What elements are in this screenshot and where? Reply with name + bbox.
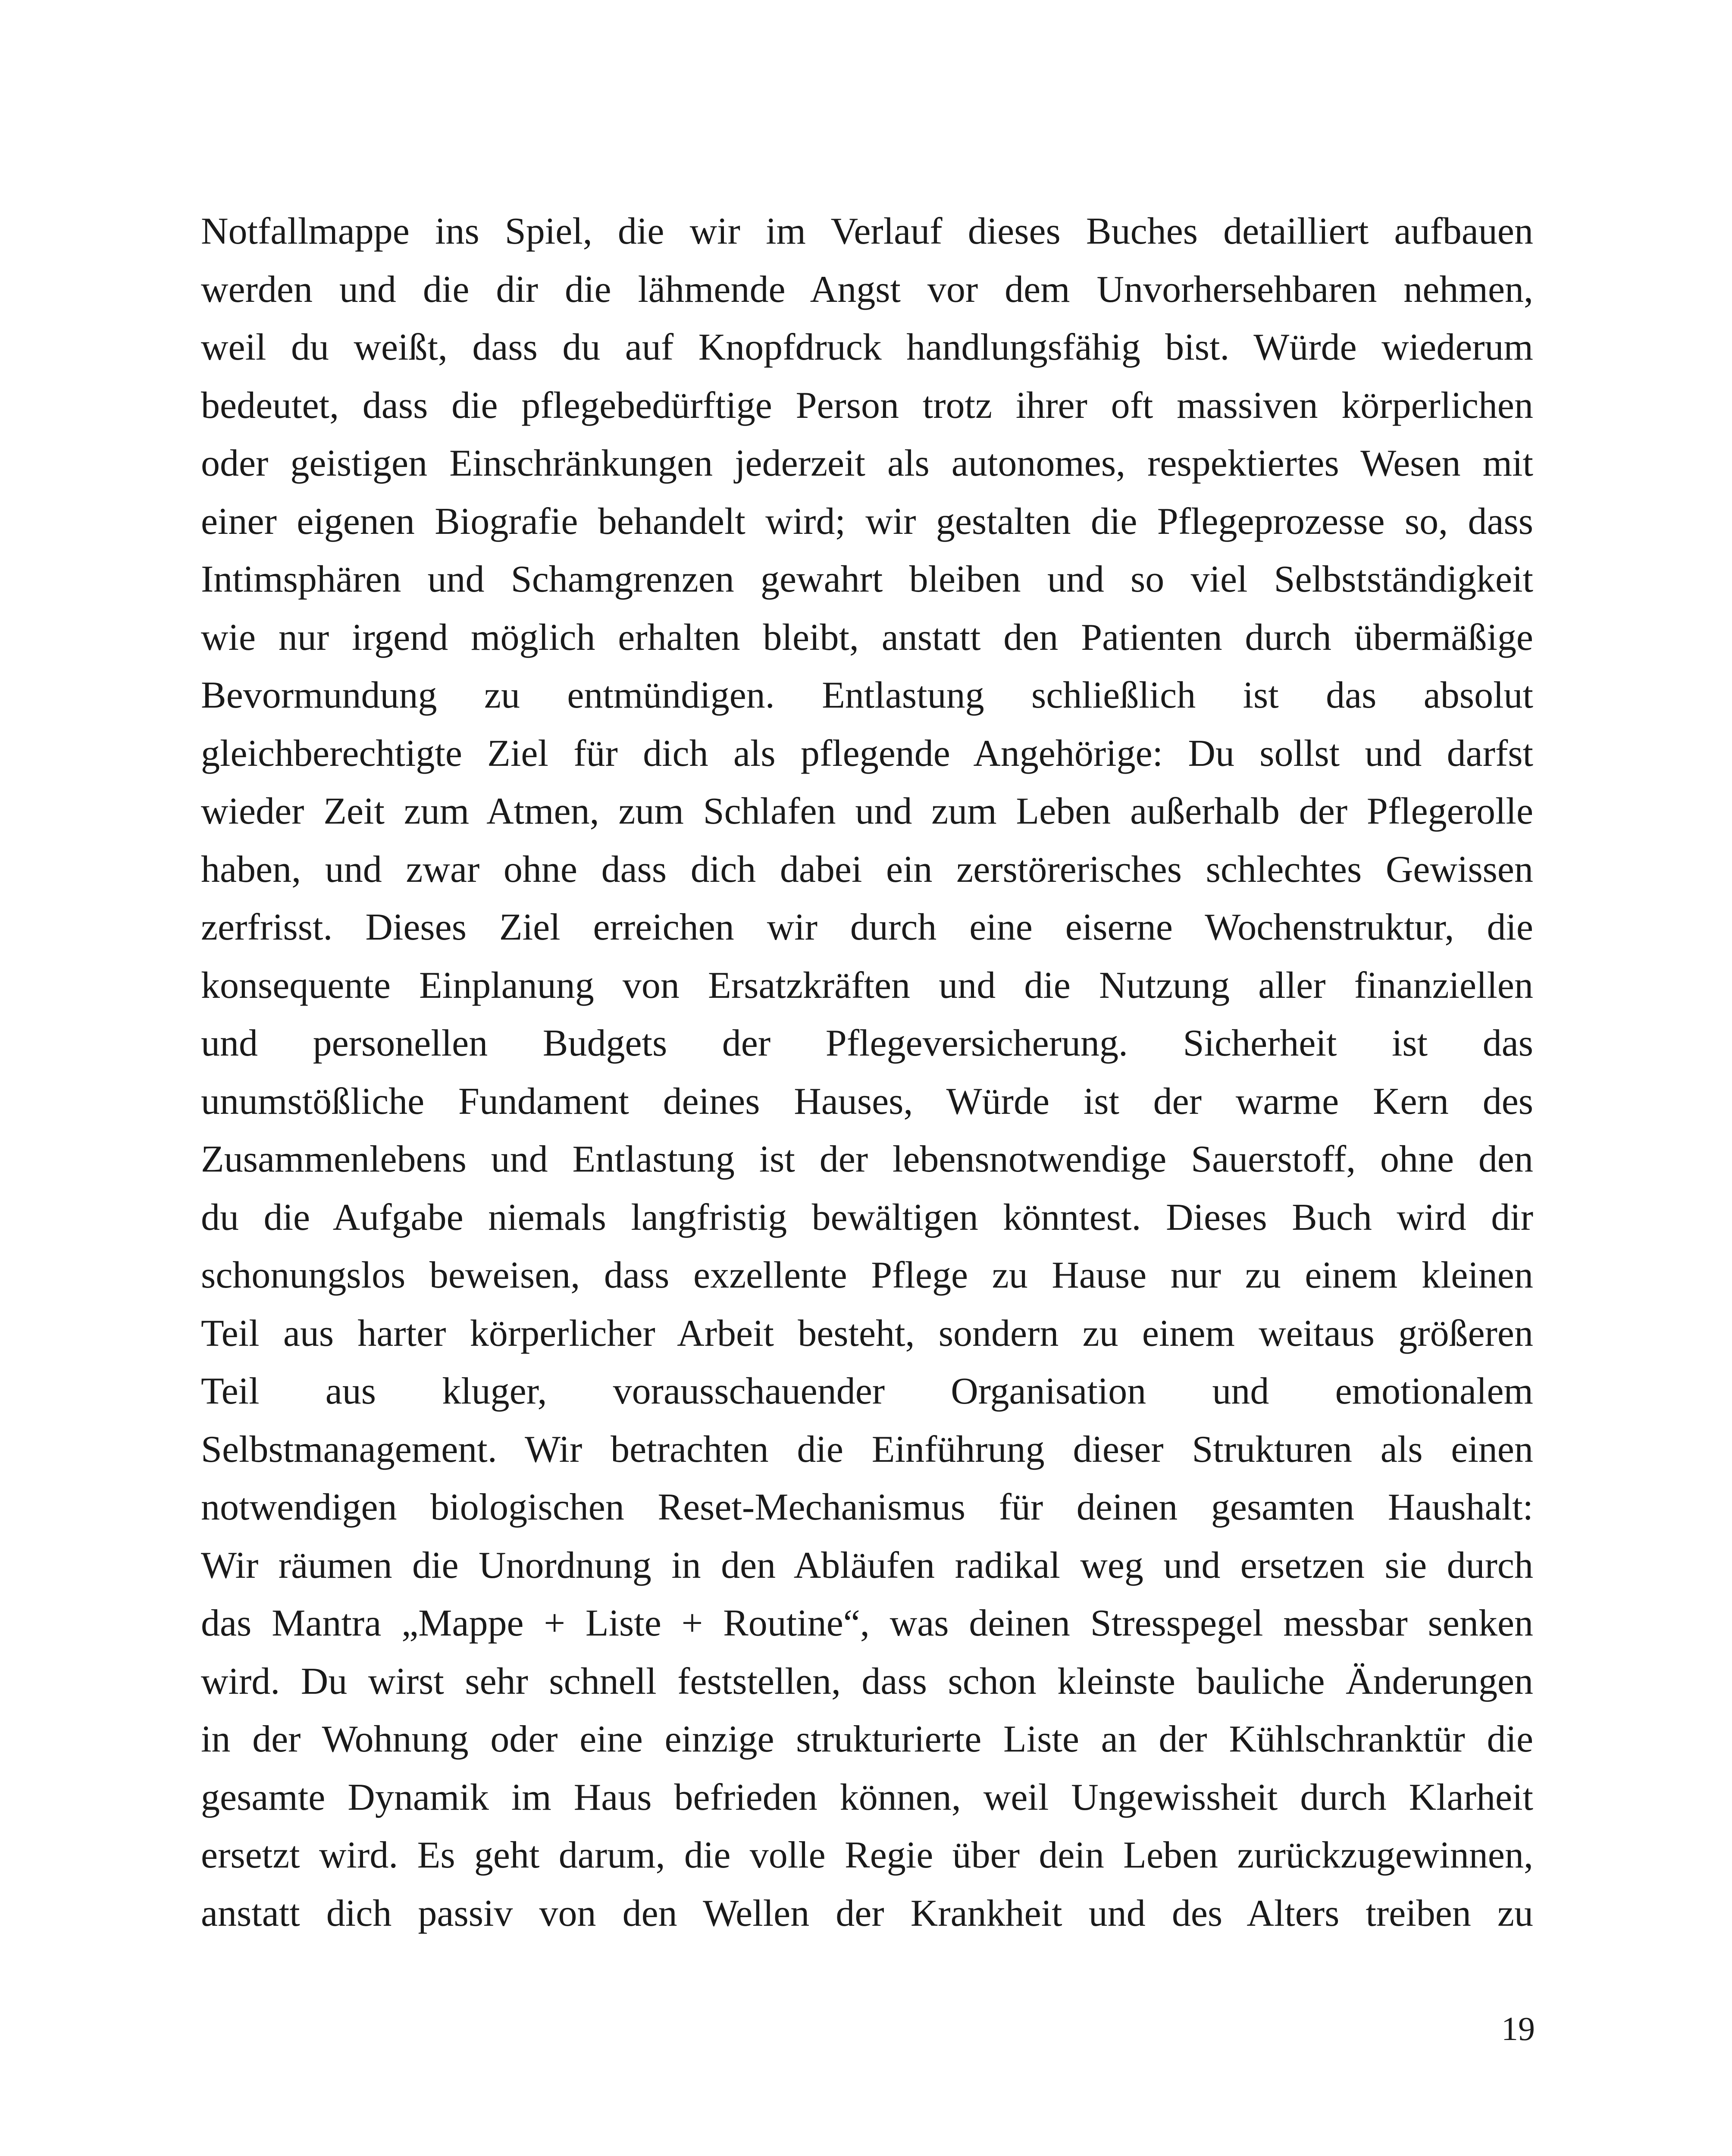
text-line: wird. Du wirst sehr schnell feststellen, dass schon kleinste bauliche Änderungen	[201, 1660, 1533, 1702]
text-line: haben, und zwar ohne dass dich dabei ein zerstörerisches schlechtes Gewissen	[201, 848, 1533, 890]
body-text	[201, 203, 1533, 1943]
text-line: notwendigen biologischen Reset-Mechanismus für deinen gesamten Haushalt:	[201, 1486, 1533, 1528]
text-line: bedeutet, dass die pflegebedürftige Person trotz ihrer oft massiven körperlichen	[201, 384, 1533, 426]
text-line: werden und die dir die lähmende Angst vor dem Unvorhersehbaren nehmen,	[201, 268, 1533, 310]
text-line: Notfallmappe ins Spiel, die wir im Verlauf dieses Buches detailliert aufbauen	[201, 210, 1533, 252]
text-line: Zusammenlebens und Entlastung ist der lebensnotwendige Sauerstoff, ohne den	[201, 1138, 1533, 1180]
text-line: oder geistigen Einschränkungen jederzeit als autonomes, respektiertes Wesen mit	[201, 442, 1533, 484]
text-line: Bevormundung zu entmündigen. Entlastung schließlich ist das absolut	[201, 674, 1533, 716]
text-line: du die Aufgabe niemals langfristig bewältigen könntest. Dieses Buch wird dir	[201, 1196, 1533, 1238]
text-line: einer eigenen Biografie behandelt wird; wir gestalten die Pflegeprozesse so, dass	[201, 500, 1533, 542]
text-line: zerfrisst. Dieses Ziel erreichen wir durch eine eiserne Wochenstruktur, die	[201, 906, 1533, 948]
text-line: Wir räumen die Unordnung in den Abläufen radikal weg und ersetzen sie durch	[201, 1544, 1533, 1586]
page-number: 19	[1501, 2010, 1535, 2047]
text-line: Teil aus harter körperlicher Arbeit besteht, sondern zu einem weitaus größeren	[201, 1312, 1533, 1354]
text-line: und personellen Budgets der Pflegeversicherung. Sicherheit ist das	[201, 1022, 1533, 1064]
text-line: wie nur irgend möglich erhalten bleibt, anstatt den Patienten durch übermäßige	[201, 616, 1533, 658]
text-line: Teil aus kluger, vorausschauender Organisation und emotionalem	[201, 1370, 1533, 1412]
text-line: unumstößliche Fundament deines Hauses, Würde ist der warme Kern des	[201, 1080, 1533, 1122]
text-line: schonungslos beweisen, dass exzellente Pflege zu Hause nur zu einem kleinen	[201, 1254, 1533, 1296]
text-line: Intimsphären und Schamgrenzen gewahrt bleiben und so viel Selbstständigkeit	[201, 558, 1533, 600]
text-line: gesamte Dynamik im Haus befrieden können, weil Ungewissheit durch Klarheit	[201, 1776, 1533, 1818]
text-line: ersetzt wird. Es geht darum, die volle Regie über dein Leben zurückzugewinnen,	[201, 1834, 1533, 1876]
text-line: weil du weißt, dass du auf Knopfdruck handlungsfähig bist. Würde wiederum	[201, 326, 1533, 368]
text-line: das Mantra „Mappe + Liste + Routine“, was deinen Stresspegel messbar senken	[201, 1602, 1533, 1644]
text-line: gleichberechtigte Ziel für dich als pflegende Angehörige: Du sollst und darfst	[201, 732, 1533, 774]
text-line: in der Wohnung oder eine einzige strukturierte Liste an der Kühlschranktür die	[201, 1718, 1533, 1760]
text-line: konsequente Einplanung von Ersatzkräften und die Nutzung aller finanziellen	[201, 964, 1533, 1006]
text-line: anstatt dich passiv von den Wellen der Krankheit und des Alters treiben zu	[201, 1892, 1533, 1934]
text-line: wieder Zeit zum Atmen, zum Schlafen und zum Leben außerhalb der Pflegerolle	[201, 790, 1533, 832]
text-line: Selbstmanagement. Wir betrachten die Einführung dieser Strukturen als einen	[201, 1428, 1533, 1470]
